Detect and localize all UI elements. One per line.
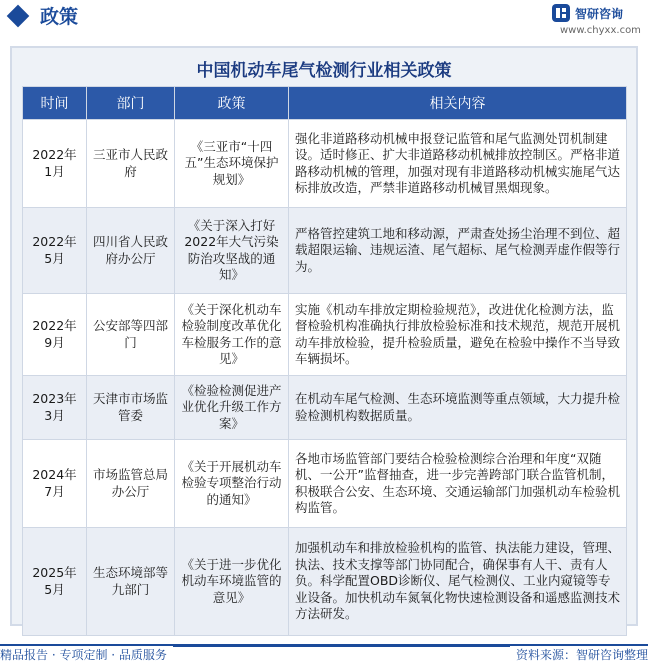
table-row: [23, 120, 627, 208]
column-header-dept: 部门: [87, 87, 175, 120]
cell-dept: 公安部等四部门: [87, 294, 175, 376]
cell-policy: 《关于深化机动车检验制度改革优化车检服务工作的意见》: [175, 294, 289, 376]
table-row: [23, 376, 627, 440]
cell-content: 在机动车尾气检测、生态环境监测等重点领域，大力提升检验检测机构数据质量。: [289, 376, 627, 440]
table-row: [23, 208, 627, 294]
cell-dept: 市场监管总局办公厅: [87, 440, 175, 528]
cell-content: 各地市场监管部门要结合检验检测综合治理和年度“双随机、一公开”监督抽查，进一步完善跨部门联合监管机制，积极联合公安、生态环境、交通运输部门加强机动车检验机构监管。: [289, 440, 627, 528]
table-header-row: [23, 87, 627, 120]
section-title: 政策: [40, 6, 79, 28]
cell-content: 严格管控建筑工地和移动源，严肃查处扬尘治理不到位、超载超限运输、违规运渣、尾气超标、尾气检测弄虚作假等行为。: [289, 208, 627, 294]
cell-policy: 《关于开展机动车检验专项整治行动的通知》: [175, 440, 289, 528]
brand-logo: [552, 4, 623, 22]
column-header-content: 相关内容: [289, 87, 627, 120]
cell-content: 加强机动车和排放检验机构的监管、执法能力建设，管理、执法、技术支撑等部门协同配合，确保事有人干、责有人负。科学配置OBD诊断仪、尾气检测仪、工业内窥镜等专业设备。加快机动车氮氧化物快速检测设备和遥感监测技术方法研发。: [289, 528, 627, 636]
cell-time: 2023年3月: [23, 376, 87, 440]
footer-source: 资料来源：智研咨询整理: [510, 646, 648, 663]
brand-name: 智研咨询: [575, 6, 624, 21]
table-row: [23, 528, 627, 636]
table-row: [23, 440, 627, 528]
cell-dept: 生态环境部等九部门: [87, 528, 175, 636]
column-header-time: 时间: [23, 87, 87, 120]
cell-policy: 《关于进一步优化机动车环境监管的意见》: [175, 528, 289, 636]
brand-logo-icon: [552, 4, 570, 22]
cell-policy: 《三亚市“十四五”生态环境保护规划》: [175, 120, 289, 208]
cell-time: 2024年7月: [23, 440, 87, 528]
cell-time: 2022年1月: [23, 120, 87, 208]
footer: [0, 632, 648, 662]
cell-time: 2022年5月: [23, 208, 87, 294]
cell-policy: 《关于深入打好2022年大气污染防治攻坚战的通知》: [175, 208, 289, 294]
policy-table-frame: [10, 46, 638, 626]
table-title: 中国机动车尾气检测行业相关政策: [196, 61, 452, 81]
cell-content: 强化非道路移动机械申报登记监管和尾气监测处罚机制建设。适时修正、扩大非道路移动机械排放控制区。严格非道路移动机械的管理，加强对现有非道路移动机械实施尾气达标排放改造，严禁非道路移动机械冒黑烟现象。: [289, 120, 627, 208]
table-row: [23, 294, 627, 376]
top-bar: [0, 0, 648, 40]
cell-dept: 四川省人民政府办公厅: [87, 208, 175, 294]
section-diamond-icon: [7, 5, 30, 28]
cell-time: 2022年9月: [23, 294, 87, 376]
column-header-policy: 政策: [175, 87, 289, 120]
cell-dept: 三亚市人民政府: [87, 120, 175, 208]
cell-policy: 《检验检测促进产业优化升级工作方案》: [175, 376, 289, 440]
cell-time: 2025年5月: [23, 528, 87, 636]
footer-tagline: 精品报告 · 专项定制 · 品质服务: [0, 646, 173, 663]
cell-content: 实施《机动车排放定期检验规范》，改进优化检测方法，监督检验机构准确执行排放检验标准和技术规范，规范开展机动车排放检验，提升检验质量，避免在检验中操作不当导致车辆损坏。: [289, 294, 627, 376]
policy-table: [22, 86, 627, 636]
brand-url: www.chyxx.com: [560, 25, 641, 36]
cell-dept: 天津市市场监管委: [87, 376, 175, 440]
